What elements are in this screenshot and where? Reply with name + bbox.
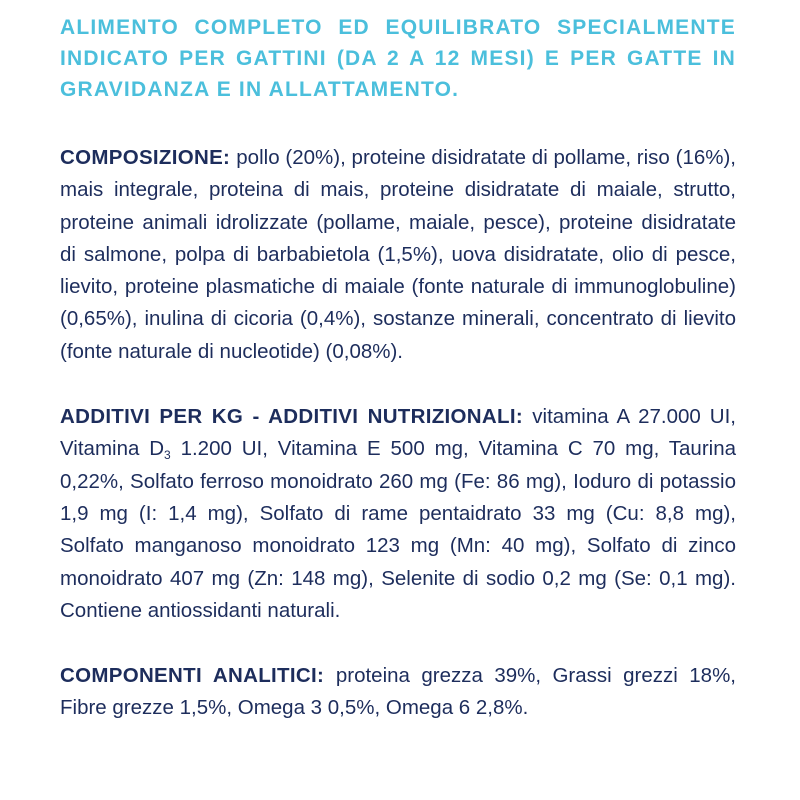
analytical-heading: COMPONENTI ANALITICI:: [60, 664, 336, 688]
analytical-section: [60, 660, 736, 725]
composition-text: pollo (20%), proteine disidratate di pollame, riso (16%), mais integrale, proteina di mais, proteine disidratate di maiale, strutto, proteine animali idrolizzate (pollame, maiale, pesce), proteine disidratate di salmone, polpa di barbabietola (1,5%), uova disidratate, olio di pesce, lievito, proteine plasmatiche di maiale (fonte naturale di immunoglobuline) (0,65%), inulina di cicoria (0,4%), sostanze minerali, concentrato di lievito (fonte naturale di nucleotide) (0,08%).: [60, 146, 737, 363]
composition-heading: COMPOSIZIONE:: [60, 146, 237, 169]
additives-heading: ADDITIVI PER KG - ADDITIVI NUTRIZIONALI:: [60, 405, 533, 429]
label-text-panel: [60, 12, 736, 758]
composition-section: [60, 142, 736, 368]
additives-text-part-1: vitamina A 27.000 UI, Vitamina D: [60, 405, 737, 461]
vitamin-d3-subscript: 3: [164, 448, 171, 463]
product-description: ALIMENTO COMPLETO ED EQUILIBRATO SPECIALMENTE INDICATO PER GATTINI (DA 2 A 12 MESI) E PER GATTE IN GRAVIDANZA E IN ALLATTAMENTO.: [60, 16, 736, 101]
analytical-text: proteina grezza 39%, Grassi grezzi 18%, Fibre grezze 1,5%, Omega 3 0,5%, Omega 6 2,8%.: [60, 664, 737, 720]
additives-section: [60, 401, 736, 627]
additives-text-part-2: 1.200 UI, Vitamina E 500 mg, Vitamina C 70 mg, Taurina 0,22%, Solfato ferroso monoidrato 260 mg (Fe: 86 mg), Ioduro di potassio 1,9 mg (I: 1,4 mg), Solfato di rame pentaidrato 33 mg (Cu: 8,8 mg), Solfato manganoso monoidrato 123 mg (Mn: 40 mg), Solfato di zinco monoidrato 407 mg (Zn: 148 mg), Selenite di sodio 0,2 mg (Se: 0,1 mg). Contiene antiossidanti naturali.: [60, 437, 736, 622]
